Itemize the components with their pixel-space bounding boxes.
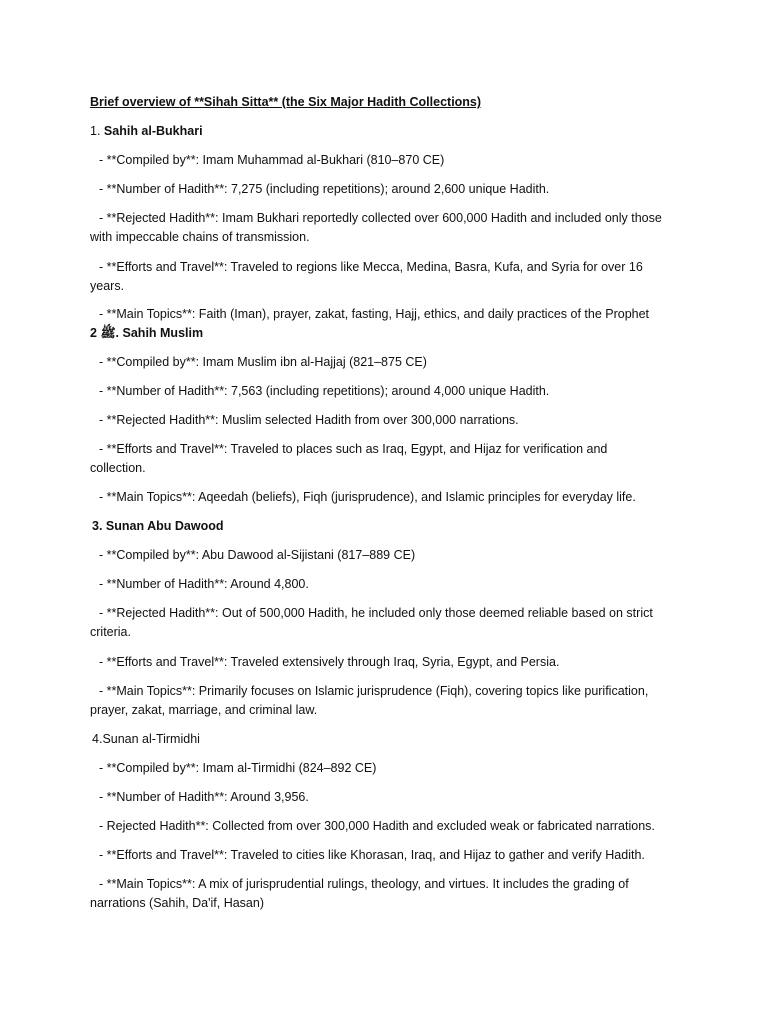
list-item: - **Compiled by**: Abu Dawood al-Sijistani (817–889 CE) [99,548,416,562]
list-item: - **Rejected Hadith**: Out of 500,000 Hadith, he included only those deemed reliable based on strict criteria. [90,606,653,639]
section-number: 1. [90,124,101,138]
list-item: - **Efforts and Travel**: Traveled to cities like Khorasan, Iraq, and Hijaz to gather and verify Hadith. [99,848,645,862]
list-item: - **Efforts and Travel**: Traveled to regions like Mecca, Medina, Basra, Kufa, and Syria for over 16 years. [90,260,643,293]
list-item: - Rejected Hadith**: Collected from over 300,000 Hadith and excluded weak or fabricated narrations. [99,819,655,833]
section-name: Sunan al-Tirmidhi [102,732,200,746]
section-heading-muslim [90,324,680,343]
list-item: - **Number of Hadith**: 7,563 (including repetitions); around 4,000 unique Hadith. [99,384,550,398]
list-item: - **Compiled by**: Imam al-Tirmidhi (824–892 CE) [99,761,377,775]
section-number: 2 ﷺ. [90,326,120,340]
section-number: 3. [92,519,103,533]
list-item: - **Number of Hadith**: Around 3,956. [99,790,309,804]
section-heading-abu-dawood [92,517,682,536]
list-item: - **Efforts and Travel**: Traveled extensively through Iraq, Syria, Egypt, and Persia. [99,655,560,669]
section-heading-tirmidhi [92,730,682,749]
list-item: - **Rejected Hadith**: Muslim selected Hadith from over 300,000 narrations. [99,413,519,427]
list-item: - **Number of Hadith**: Around 4,800. [99,577,309,591]
list-item: - **Efforts and Travel**: Traveled to places such as Iraq, Egypt, and Hijaz for verification and collection. [90,442,608,475]
list-item: - **Main Topics**: Aqeedah (beliefs), Fiqh (jurisprudence), and Islamic principles for everyday life. [99,490,636,504]
list-item: - **Compiled by**: Imam Muslim ibn al-Hajjaj (821–875 CE) [99,355,427,369]
section-name: Sunan Abu Dawood [105,519,224,533]
section-number: 4. [92,732,103,746]
list-item: - **Main Topics**: A mix of jurisprudential rulings, theology, and virtues. It includes the grading of narrations (Sahih, Da'if, Hasan) [90,877,629,910]
section-heading-bukhari [90,122,680,141]
list-item: - **Main Topics**: Faith (Iman), prayer, zakat, fasting, Hajj, ethics, and daily practices of the Prophet [99,307,650,321]
section-name: Sahih Muslim [122,326,204,340]
list-item: - **Rejected Hadith**: Imam Bukhari reportedly collected over 600,000 Hadith and included only those with impeccable chains of transmission. [90,211,662,244]
section-name: Sahih al-Bukhari [103,124,203,138]
list-item: - **Number of Hadith**: 7,275 (including repetitions); around 2,600 unique Hadith. [99,182,550,196]
document-title: Brief overview of **Sihah Sitta** (the Six Major Hadith Collections) [90,95,482,109]
list-item: - **Compiled by**: Imam Muhammad al-Bukhari (810–870 CE) [99,153,445,167]
list-item: - **Main Topics**: Primarily focuses on Islamic jurisprudence (Fiqh), covering topics like purification, prayer, zakat, marriage, and criminal law. [90,684,649,717]
